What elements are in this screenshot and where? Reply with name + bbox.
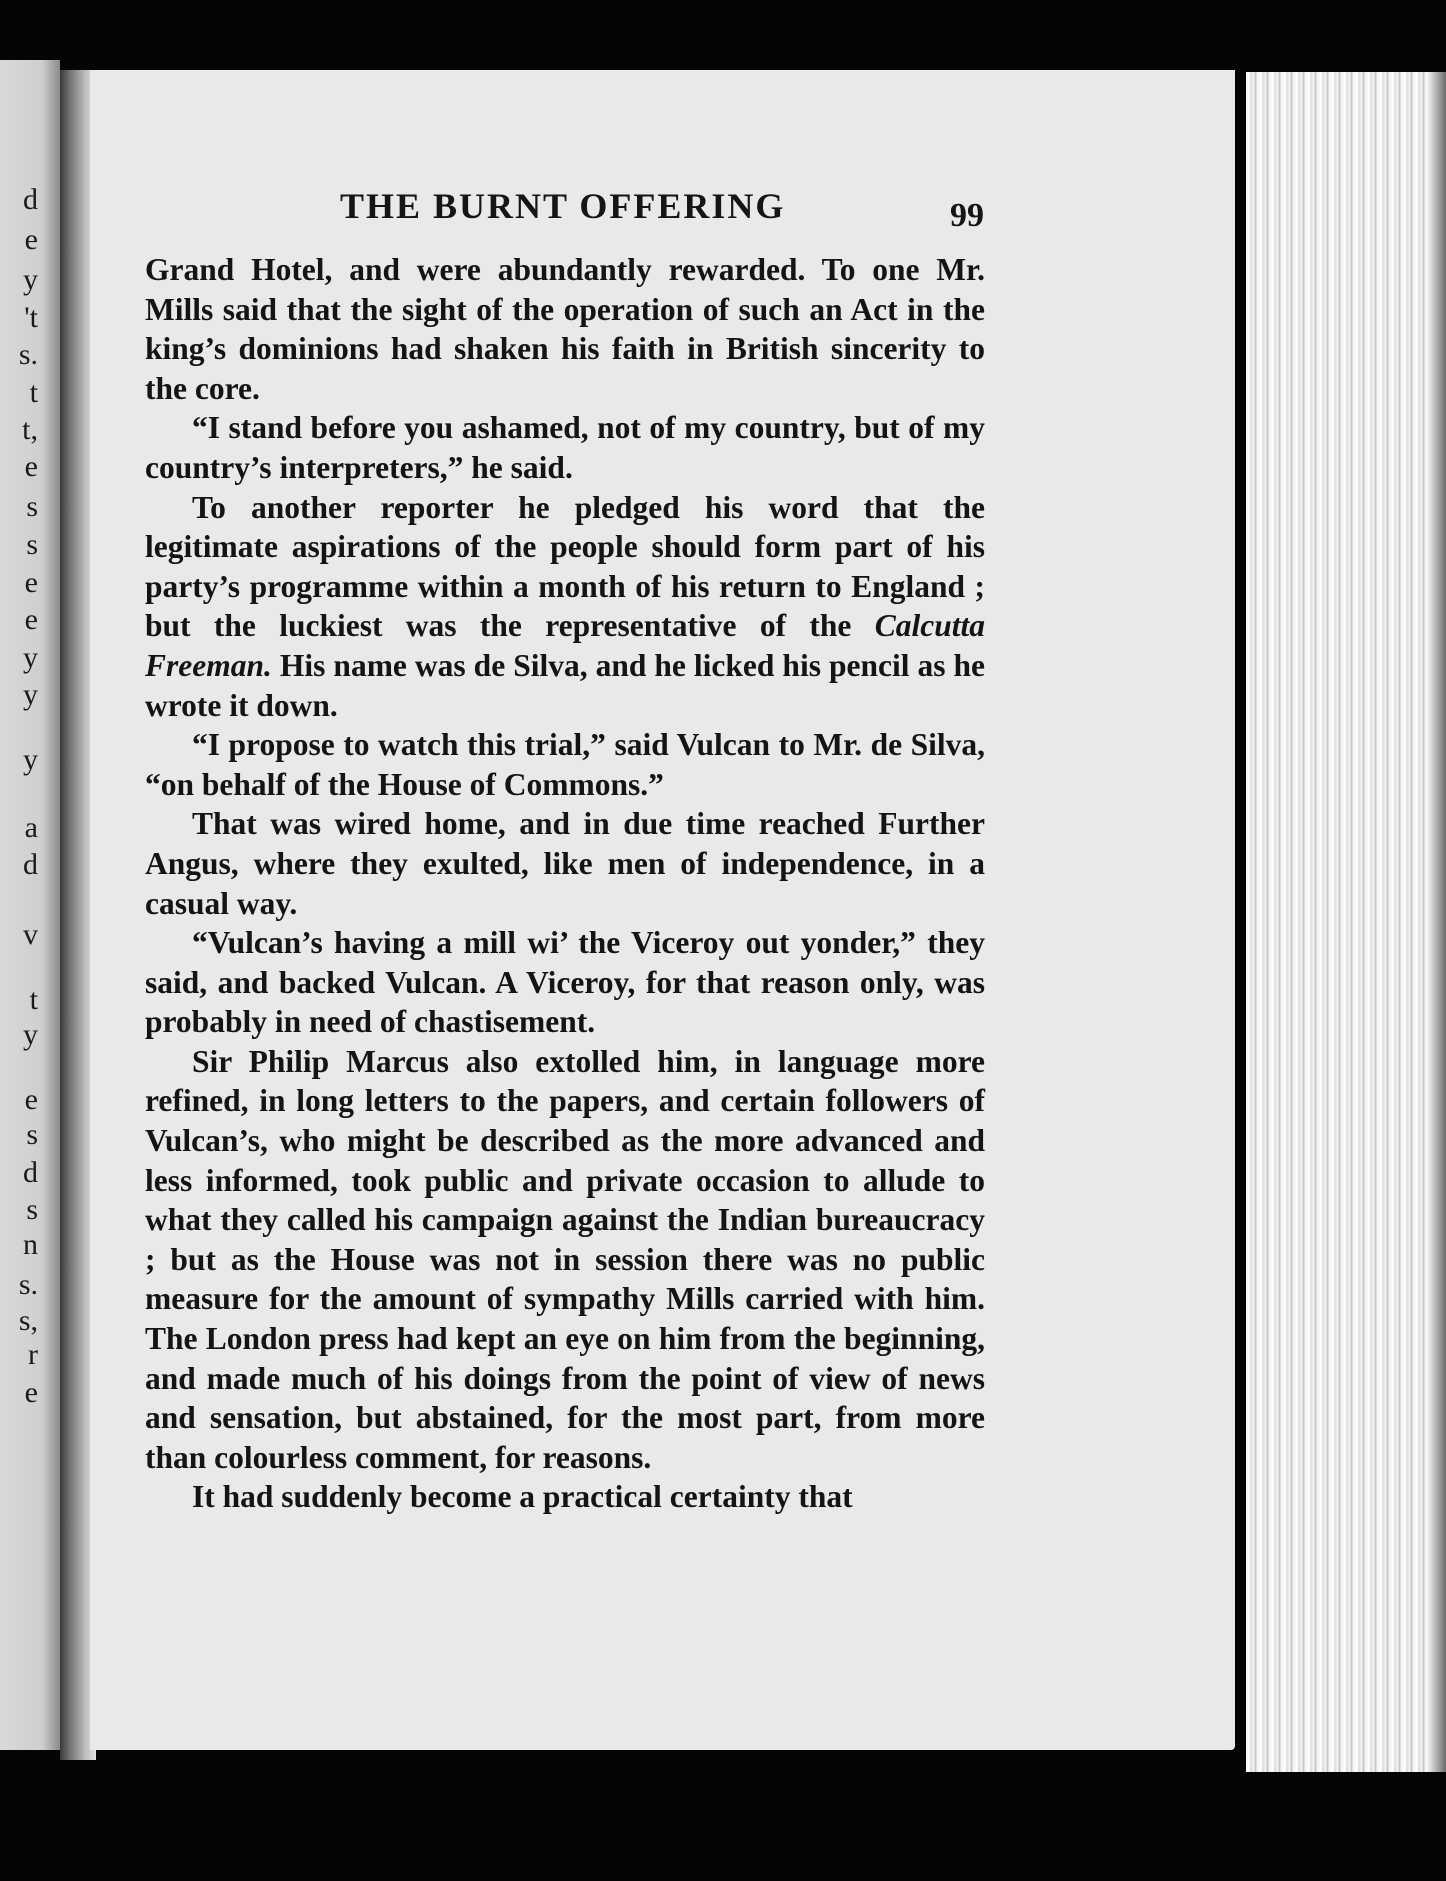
left-page-fragment: y — [23, 641, 38, 674]
left-page-fragment: n — [23, 1228, 38, 1261]
left-page-fragment: 't — [24, 301, 38, 334]
paragraph-text: To another reporter he pledged his word that the legitimate aspirations of the people should form part of his party’s programme within a month of his return to England ; but the luckiest was the representative of the — [145, 489, 985, 644]
paragraph — [145, 488, 985, 726]
paragraph-text: It had suddenly become a practical certainty that — [192, 1479, 853, 1515]
left-page-fragment: y — [23, 678, 38, 711]
paragraph-text: “I stand before you ashamed, not of my country, but of my country’s interpreters,” he said. — [145, 410, 985, 485]
paragraph-text: “Vulcan’s having a mill wi’ the Viceroy out yonder,” they said, and backed Vulcan. A Viceroy, for that reason only, was probably in need of chastisement. — [145, 925, 985, 1040]
left-page-fragment: s. — [18, 1268, 38, 1301]
left-page-fragment: e — [24, 450, 38, 483]
left-page-fragment: d — [23, 183, 38, 216]
paragraph — [145, 408, 985, 487]
left-page-fragment: y — [23, 743, 38, 776]
left-page-fragment: t — [29, 376, 38, 409]
left-page-fragment: s — [26, 1193, 38, 1226]
left-page-fragment: d — [23, 1156, 38, 1189]
body-text — [145, 250, 985, 1517]
left-page-fragment: a — [24, 811, 38, 844]
left-page-fragment: e — [24, 603, 38, 636]
left-page-fragment: y — [23, 263, 38, 296]
left-page-fragment: y — [23, 1018, 38, 1051]
paragraph-text: “I propose to watch this trial,” said Vulcan to Mr. de Silva, “on behalf of the House of Commons.” — [145, 727, 985, 802]
left-page-fragment: t, — [22, 413, 38, 446]
left-page-fragment: v — [23, 918, 38, 951]
left-page-fragment: s — [26, 528, 38, 561]
page-number: 99 — [950, 197, 984, 234]
paragraph-text: That was wired home, and in due time reached Further Angus, where they exulted, like men of independence, in a casual way. — [145, 806, 985, 921]
paragraph — [145, 725, 985, 804]
paragraph — [145, 250, 985, 408]
left-page-fragment: s. — [18, 338, 38, 371]
paragraph — [145, 804, 985, 923]
left-page-fragment: e — [24, 1083, 38, 1116]
paragraph — [145, 923, 985, 1042]
paragraph — [145, 1042, 985, 1478]
left-page-fragment: e — [24, 223, 38, 256]
italic-title: Calcutta Freeman. — [145, 608, 985, 683]
paragraph — [145, 1477, 985, 1517]
page-block-shadow — [1426, 72, 1446, 1772]
left-page-fragment: t — [29, 983, 38, 1016]
paragraph-text: Sir Philip Marcus also extolled him, in language more refined, in long letters to the papers, and certain followers of Vulcan’s, who might be described as the more advanced and less informed, took public and private occasion to allude to what they called his campaign against the Indian bureaucracy ; but as the House was not in session there was no public measure for the amount of sympathy Mills carried with him. The London press had kept an eye on him from the beginning, and made much of his doings from the point of view of news and sensation, but abstained, for the most part, from more than colourless comment, for reasons. — [145, 1043, 985, 1475]
page-block-edges — [1246, 72, 1446, 1772]
left-page-edge — [0, 60, 60, 1750]
left-page-fragment: r — [28, 1338, 38, 1371]
left-page-fragment: s — [26, 490, 38, 523]
paragraph-text: His name was de Silva, and he licked his pencil as he wrote it down. — [145, 647, 985, 723]
left-page-fragment: s — [26, 1118, 38, 1151]
left-page-fragment: e — [24, 1376, 38, 1409]
paragraph-text: Grand Hotel, and were abundantly rewarded. To one Mr. Mills said that the sight of the operation of such an Act in the king’s dominions had shaken his faith in British sincerity to the core. — [145, 252, 985, 406]
left-page-fragment: e — [24, 566, 38, 599]
left-page-fragment: s, — [18, 1304, 38, 1337]
left-page-fragment: d — [23, 848, 38, 881]
running-title: THE BURNT OFFERING — [340, 186, 786, 226]
